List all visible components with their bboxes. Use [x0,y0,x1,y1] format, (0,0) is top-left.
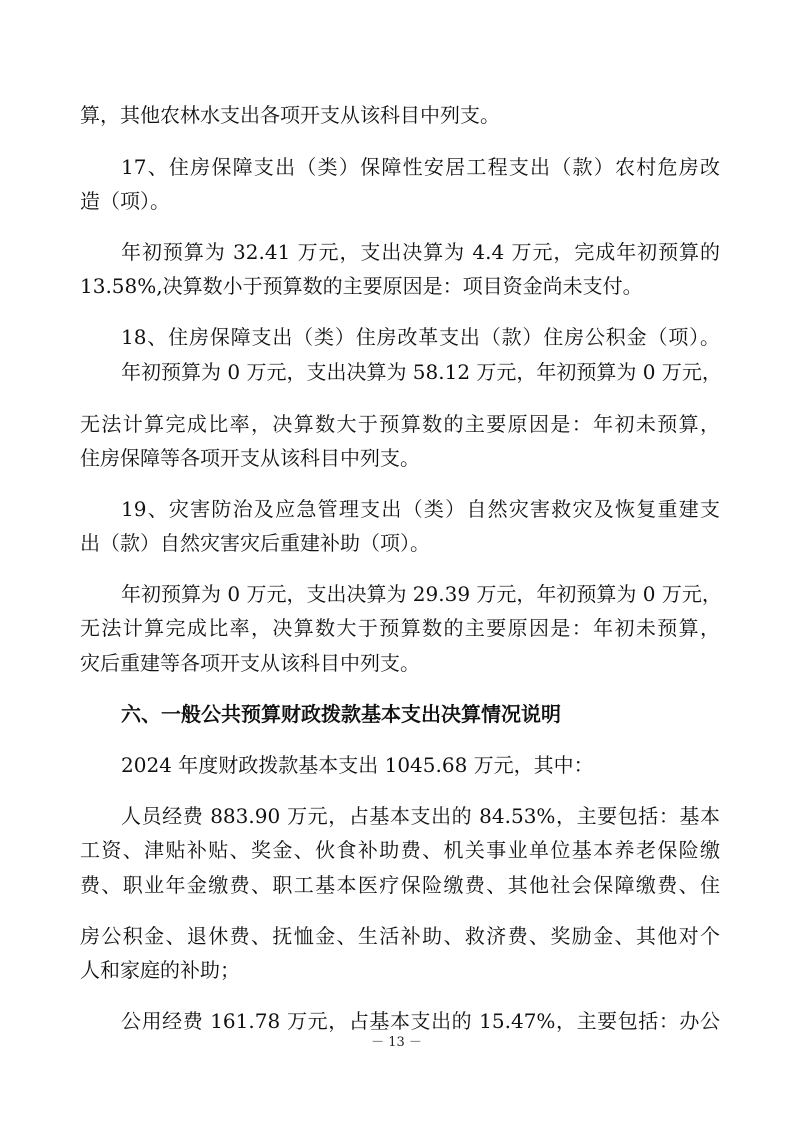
body-line: 年初预算为 0 万元，支出决算为 58.12 万元，年初预算为 0 万元， [121,360,722,384]
body-line: 年初预算为 32.41 万元，支出决算为 4.4 万元，完成年初预算的 [121,240,720,264]
section-heading: 六、一般公共预算财政拨款基本支出决算情况说明 [121,702,561,726]
body-line: 工资、津贴补贴、奖金、伙食补助费、机关事业单位基本养老保险缴 [80,838,720,862]
item-heading-line: 18、住房保障支出（类）住房改革支出（款）住房公积金（项）。 [121,325,720,349]
body-line: 无法计算完成比率，决算数大于预算数的主要原因是：年初未预算， [80,616,720,640]
body-line: 出（款）自然灾害灾后重建补助（项）。 [80,531,430,555]
page-number: － 13 － [371,1035,422,1050]
item-heading-line: 19、灾害防治及应急管理支出（类）自然灾害救灾及恢复重建支 [121,497,720,521]
body-line: 无法计算完成比率，决算数大于预算数的主要原因是：年初未预算， [80,412,720,436]
body-line: 算，其他农林水支出各项开支从该科目中列支。 [80,103,500,127]
body-line: 住房保障等各项开支从该科目中列支。 [80,446,420,470]
body-line: 造（项）。 [80,189,170,213]
body-line: 房公积金、退休费、抚恤金、生活补助、救济费、奖励金、其他对个 [80,924,720,948]
body-line: 年初预算为 0 万元，支出决算为 29.39 万元，年初预算为 0 万元， [121,582,722,606]
body-line: 费、职业年金缴费、职工基本医疗保险缴费、其他社会保障缴费、住 [80,873,720,897]
item-heading-line: 17、住房保障支出（类）保障性安居工程支出（款）农村危房改 [121,155,720,179]
body-line: 2024 年度财政拨款基本支出 1045.68 万元，其中： [121,753,594,777]
body-line: 13.58%,决算数小于预算数的主要原因是：项目资金尚未支付。 [80,274,643,298]
body-line: 公用经费 161.78 万元，占基本支出的 15.47%，主要包括：办公 [121,1009,720,1033]
body-line: 人和家庭的补助； [80,958,240,982]
body-line: 灾后重建等各项开支从该科目中列支。 [80,651,420,675]
body-line: 人员经费 883.90 万元，占基本支出的 84.53%，主要包括：基本 [121,804,720,828]
